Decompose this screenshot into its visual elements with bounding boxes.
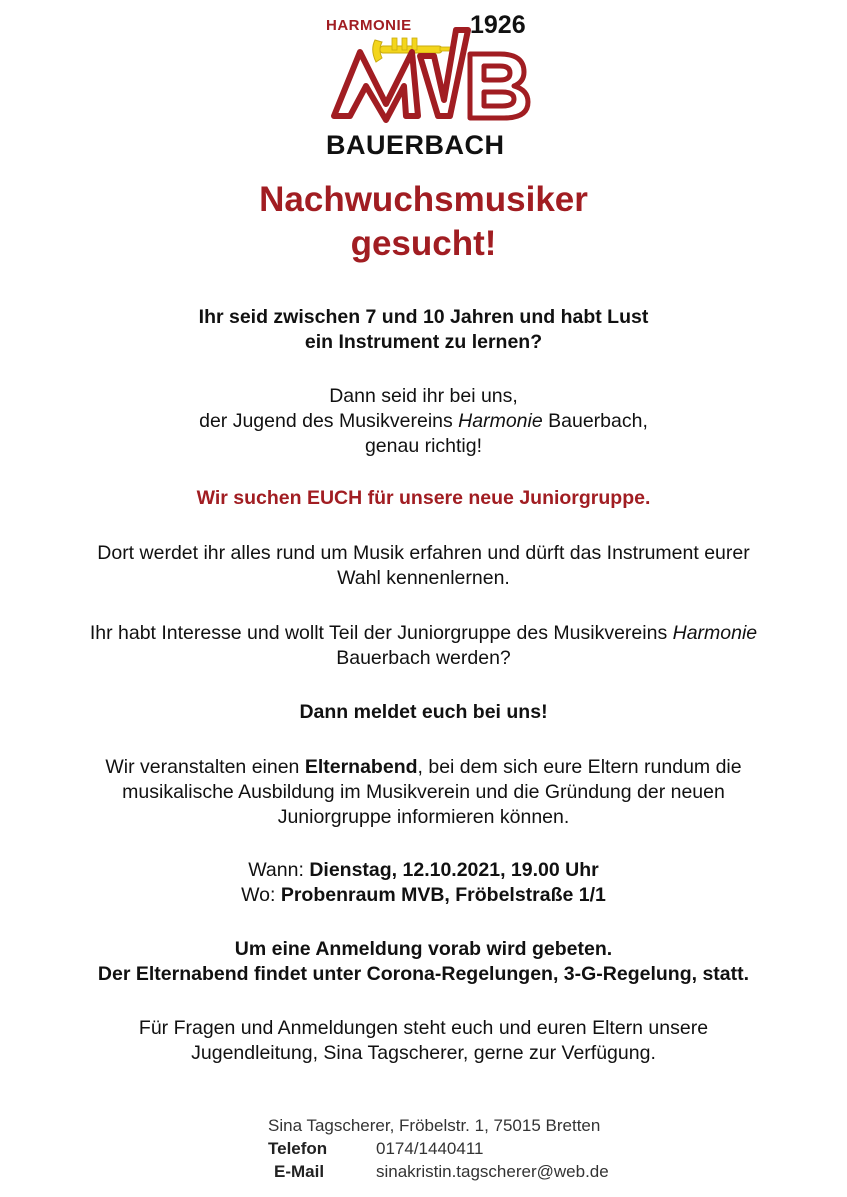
logo-year: 1926 bbox=[470, 11, 526, 39]
welcome-line-2: der Jugend des Musikvereins Harmonie Bauerbach, bbox=[199, 410, 648, 432]
welcome-line-1: Dann seid ihr bei uns, bbox=[329, 385, 518, 407]
intro-line-1: Ihr seid zwischen 7 und 10 Jahren und habt Lust bbox=[198, 306, 649, 328]
questions-paragraph bbox=[0, 1016, 847, 1066]
contact-address: Sina Tagscherer, Fröbelstr. 1, 75015 Bretten bbox=[268, 1116, 601, 1135]
email-label: E-Mail bbox=[274, 1162, 325, 1181]
parents-evening-paragraph bbox=[0, 755, 847, 830]
questions-line-1: Für Fragen und Anmeldungen steht euch und euren Eltern unsere bbox=[138, 1017, 709, 1039]
parents-line-3: Juniorgruppe informieren können. bbox=[277, 806, 570, 828]
logo-letter-v bbox=[420, 30, 468, 116]
details-paragraph bbox=[0, 541, 847, 591]
phone-label: Telefon bbox=[268, 1139, 328, 1158]
notice-line-1: Um eine Anmeldung vorab wird gebeten. bbox=[234, 938, 613, 960]
details-line-2: Wahl kennenlernen. bbox=[337, 567, 510, 589]
intro-line-2: ein Instrument zu lernen? bbox=[304, 331, 543, 353]
registration-notice bbox=[0, 937, 847, 987]
logo-top-text: HARMONIE bbox=[326, 17, 412, 34]
parents-line-1: Wir veranstalten einen Elternabend, bei dem sich eure Eltern rundum die bbox=[105, 756, 742, 778]
notice-line-2: Der Elternabend findet unter Corona-Regelungen, 3-G-Regelung, statt. bbox=[97, 963, 750, 985]
event-when: Wann: Dienstag, 12.10.2021, 19.00 Uhr bbox=[248, 859, 599, 881]
questions-line-2: Jugendleitung, Sina Tagscherer, gerne zur Verfügung. bbox=[191, 1042, 656, 1064]
signup-heading: Dann meldet euch bei uns! bbox=[299, 701, 548, 723]
contact-block bbox=[268, 1114, 609, 1183]
welcome-paragraph bbox=[0, 384, 847, 459]
event-details bbox=[0, 858, 847, 908]
event-where: Wo: Probenraum MVB, Fröbelstraße 1/1 bbox=[241, 884, 606, 906]
call-to-action: Wir suchen EUCH für unsere neue Juniorgruppe. bbox=[196, 487, 651, 509]
harmonie-mvb-logo bbox=[320, 8, 535, 158]
title-line-2: gesucht! bbox=[350, 224, 497, 263]
page-title bbox=[0, 178, 847, 266]
interest-line-2: Bauerbach werden? bbox=[336, 647, 511, 669]
title-line-1: Nachwuchsmusiker bbox=[259, 180, 588, 219]
welcome-line-3: genau richtig! bbox=[364, 435, 483, 457]
intro-paragraph bbox=[0, 305, 847, 355]
parents-line-2: musikalische Ausbildung im Musikverein und die Gründung der neuen bbox=[122, 781, 725, 803]
logo-bottom-text: BAUERBACH bbox=[326, 130, 505, 158]
email-address: sinakristin.tagscherer@web.de bbox=[376, 1162, 609, 1181]
contact-phone-row bbox=[268, 1137, 609, 1160]
interest-line-1: Ihr habt Interesse und wollt Teil der Juniorgruppe des Musikvereins Harmonie bbox=[89, 622, 758, 644]
contact-email-row bbox=[268, 1160, 609, 1183]
phone-number: 0174/1440411 bbox=[376, 1139, 484, 1158]
interest-paragraph bbox=[0, 621, 847, 671]
details-line-1: Dort werdet ihr alles rund um Musik erfahren und dürft das Instrument eurer bbox=[97, 542, 750, 564]
logo-letter-b bbox=[470, 54, 528, 118]
